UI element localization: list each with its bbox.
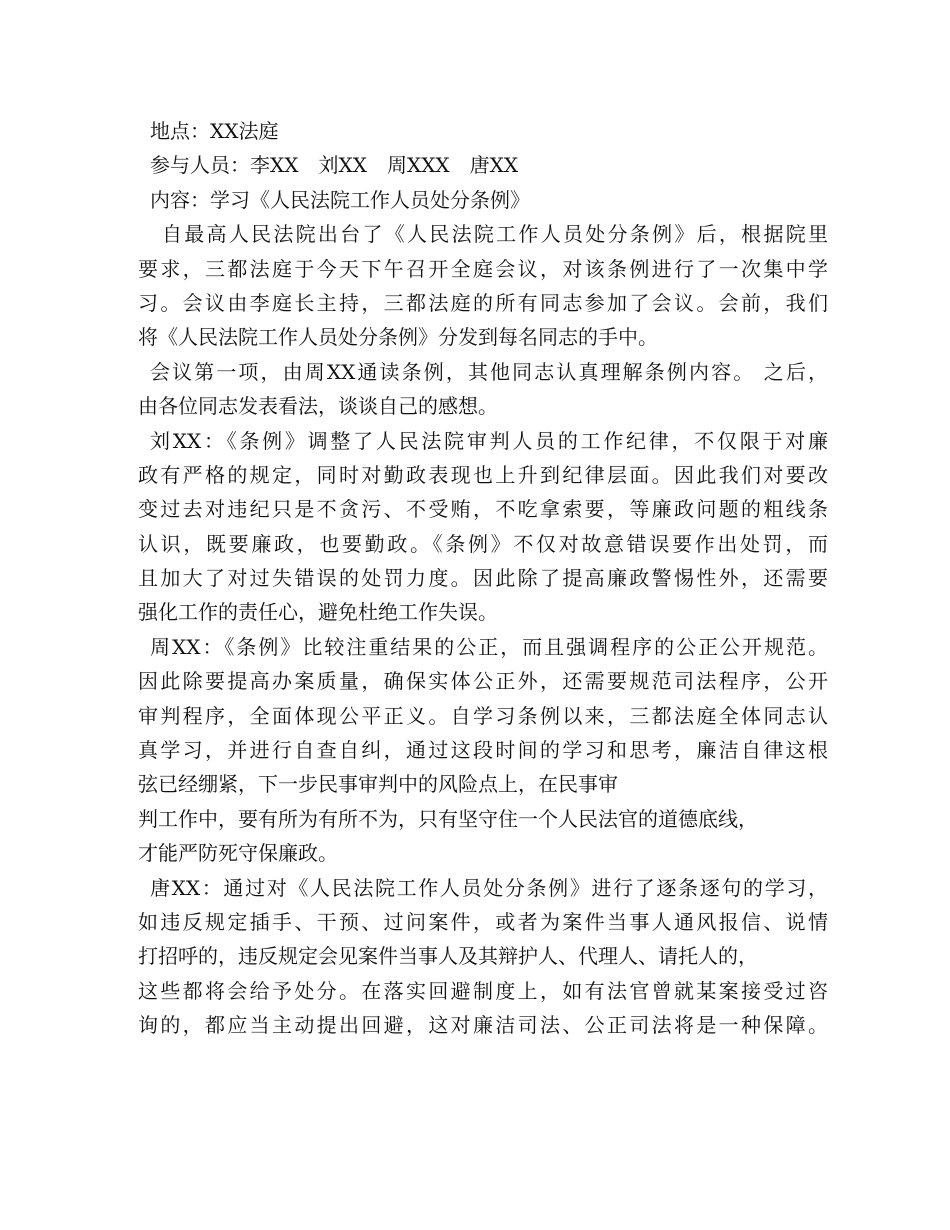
paragraph-line: 周XX：《条例》比较注重结果的公正，而且强调程序的公正公开规范。 [150,634,828,659]
paragraph-line: 政有严格的规定，同时对勤政表现也上升到纪律层面。因此我们对要改 [138,462,828,487]
paragraph-line: 刘XX：《条例》调整了人民法院审判人员的工作纪律，不仅限于对廉 [150,428,828,453]
paragraph-line: 由各位同志发表看法，谈谈自己的感想。 [138,394,498,419]
paragraph-line: 审判程序，全面体现公平正义。自学习条例以来，三都法庭全体同志认 [138,703,828,728]
paragraph-line: 认识，既要廉政，也要勤政。《条例》不仅对故意错误要作出处罚，而 [138,531,828,556]
paragraph-line: 将《人民法院工作人员处分条例》分发到每名同志的手中。 [138,325,658,350]
paragraph-line: 习。会议由李庭长主持，三都法庭的所有同志参加了会议。会前，我们 [138,290,828,315]
paragraph-line: 唐XX：通过对《人民法院工作人员处分条例》进行了逐条逐句的学习， [150,875,828,900]
participants-line: 参与人员：李XX 刘XX 周XXX 唐XX [150,153,519,178]
paragraph-line: 要求，三都法庭于今天下午召开全庭会议，对该条例进行了一次集中学 [138,256,828,281]
paragraph-line: 自最高人民法院出台了《人民法院工作人员处分条例》后，根据院里 [162,222,828,247]
paragraph-line: 真学习，并进行自查自纠，通过这段时间的学习和思考，廉洁自律这根 [138,738,828,763]
paragraph-line: 如违反规定插手、干预、过问案件，或者为案件当事人通风报信、说情 [138,909,828,934]
paragraph-line: 询的，都应当主动提出回避，这对廉洁司法、公正司法将是一种保障。 [138,1013,828,1038]
paragraph-line: 变过去对违纪只是不贪污、不受贿，不吃拿索要，等廉政问题的粗线条 [138,497,828,522]
content-line: 内容：学习《人民法院工作人员处分条例》 [150,187,530,212]
paragraph-line: 判工作中，要有所为有所不为，只有坚守住一个人民法官的道德底线， [138,806,758,831]
paragraph-line: 才能严防死守保廉政。 [138,841,338,866]
paragraph-line: 打招呼的，违反规定会见案件当事人及其辩护人、代理人、请托人的， [138,944,758,969]
paragraph-line: 强化工作的责任心，避免杜绝工作失误。 [138,600,498,625]
paragraph-line: 且加大了对过失错误的处罚力度。因此除了提高廉政警惕性外，还需要 [138,566,828,591]
document-body [138,114,828,1043]
paragraph-line: 会议第一项，由周XX通读条例，其他同志认真理解条例内容。 之后， [150,359,828,384]
paragraph-line: 因此除要提高办案质量，确保实体公正外，还需要规范司法程序，公开 [138,669,828,694]
location-line: 地点：XX法庭 [150,119,279,143]
paragraph-line: 弦已经绷紧，下一步民事审判中的风险点上，在民事审 [138,772,618,797]
paragraph-line: 这些都将会给予处分。在落实回避制度上，如有法官曾就某案接受过咨 [138,978,828,1003]
